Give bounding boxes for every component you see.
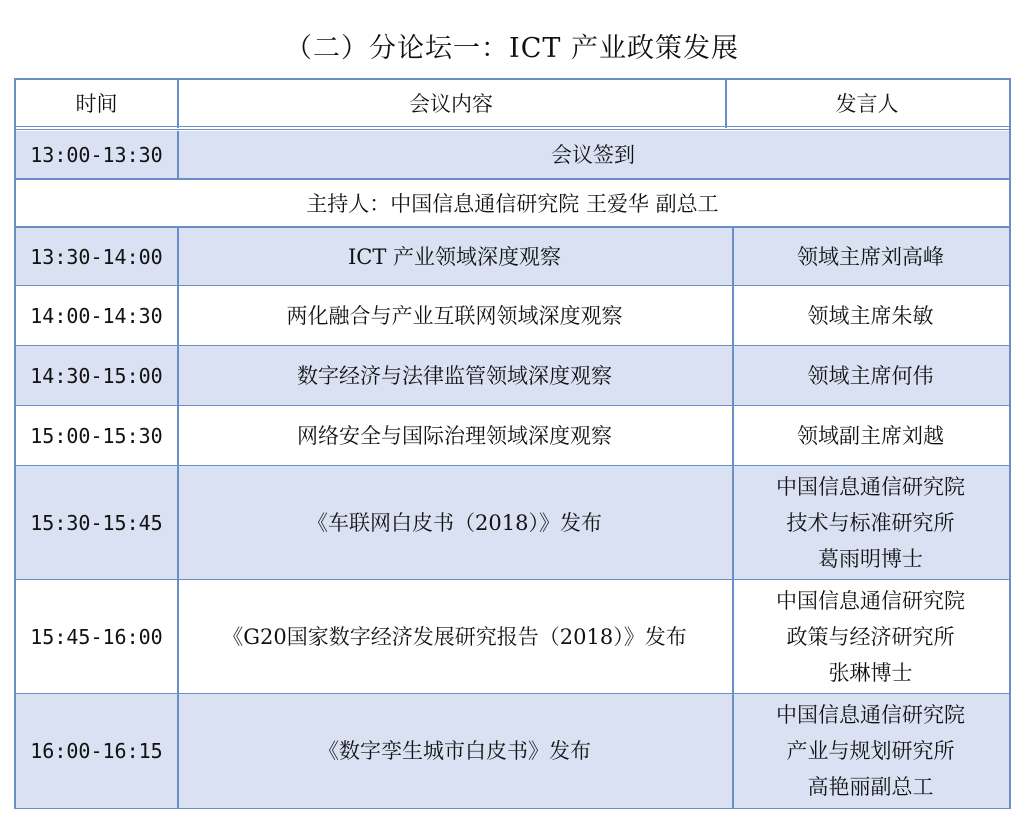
column-divider [177, 286, 179, 346]
host-text: 主持人：中国信息通信研究院 王爱华 副总工 [306, 191, 719, 216]
table-row [16, 131, 1009, 179]
column-divider [177, 346, 179, 406]
content-cell: 《G20国家数字经济发展研究报告（2018）》发布 [222, 625, 687, 649]
content-cell: 网络安全与国际治理领域深度观察 [297, 424, 612, 448]
column-divider [732, 286, 734, 346]
time-cell: 15:00-15:30 [30, 424, 163, 448]
speaker-cell [732, 228, 1009, 286]
time-cell: 13:00-13:30 [30, 143, 163, 167]
speaker-line: 葛雨明博士 [818, 547, 923, 571]
host-row [16, 180, 1009, 227]
speaker-cell [732, 346, 1009, 406]
speaker-line: 中国信息通信研究院 [776, 703, 965, 727]
speaker-line: 产业与规划研究所 [786, 739, 955, 763]
column-divider [732, 228, 734, 286]
speaker-line: 张琳博士 [828, 661, 913, 685]
header-content: 会议内容 [409, 92, 493, 116]
time-cell: 13:30-14:00 [30, 245, 163, 269]
column-divider [177, 694, 179, 808]
content-cell: ICT 产业领域深度观察 [347, 245, 562, 269]
table-row [16, 228, 1009, 286]
column-divider [177, 466, 179, 580]
speaker-line: 中国信息通信研究院 [776, 589, 965, 613]
column-divider [732, 346, 734, 406]
table-row [16, 466, 1009, 580]
content-cell: 《数字孪生城市白皮书》发布 [318, 739, 591, 763]
speaker-cell [732, 286, 1009, 346]
header-time: 时间 [75, 92, 118, 116]
agenda-table [14, 78, 1011, 809]
speaker-line: 技术与标准研究所 [786, 511, 955, 535]
content-cell: 数字经济与法律监管领域深度观察 [297, 364, 612, 388]
speaker-line: 领域主席何伟 [807, 364, 934, 388]
speaker-line: 领域主席刘高峰 [797, 245, 944, 269]
column-divider [177, 228, 179, 286]
speaker-line: 领域主席朱敏 [807, 304, 934, 328]
column-divider [732, 466, 734, 580]
table-row [16, 406, 1009, 466]
table-row [16, 346, 1009, 406]
table-row [16, 580, 1009, 694]
speaker-line: 领域副主席刘越 [797, 424, 944, 448]
column-divider [732, 694, 734, 808]
content-cell: 两化融合与产业互联网领域深度观察 [286, 304, 623, 328]
column-divider [732, 580, 734, 694]
speaker-cell [732, 694, 1009, 808]
table-row [16, 286, 1009, 346]
time-cell: 15:30-15:45 [30, 511, 163, 535]
column-divider [732, 406, 734, 466]
time-cell: 14:30-15:00 [30, 364, 163, 388]
content-cell: 《车联网白皮书（2018）》发布 [307, 511, 602, 535]
header-speaker: 发言人 [835, 92, 899, 116]
column-divider [177, 580, 179, 694]
speaker-cell [732, 580, 1009, 694]
table-header-row [16, 80, 1009, 128]
speaker-line: 高艳丽副总工 [807, 775, 934, 799]
time-cell: 15:45-16:00 [30, 625, 163, 649]
page-title: （二）分论坛一：ICT 产业政策发展 [285, 33, 739, 64]
speaker-cell [732, 406, 1009, 466]
table-row [16, 694, 1009, 808]
content-cell: 会议签到 [551, 143, 635, 167]
time-cell: 16:00-16:15 [30, 739, 163, 763]
time-cell: 14:00-14:30 [30, 304, 163, 328]
speaker-line: 中国信息通信研究院 [776, 475, 965, 499]
column-divider [177, 406, 179, 466]
speaker-cell [732, 466, 1009, 580]
speaker-line: 政策与经济研究所 [786, 625, 955, 649]
